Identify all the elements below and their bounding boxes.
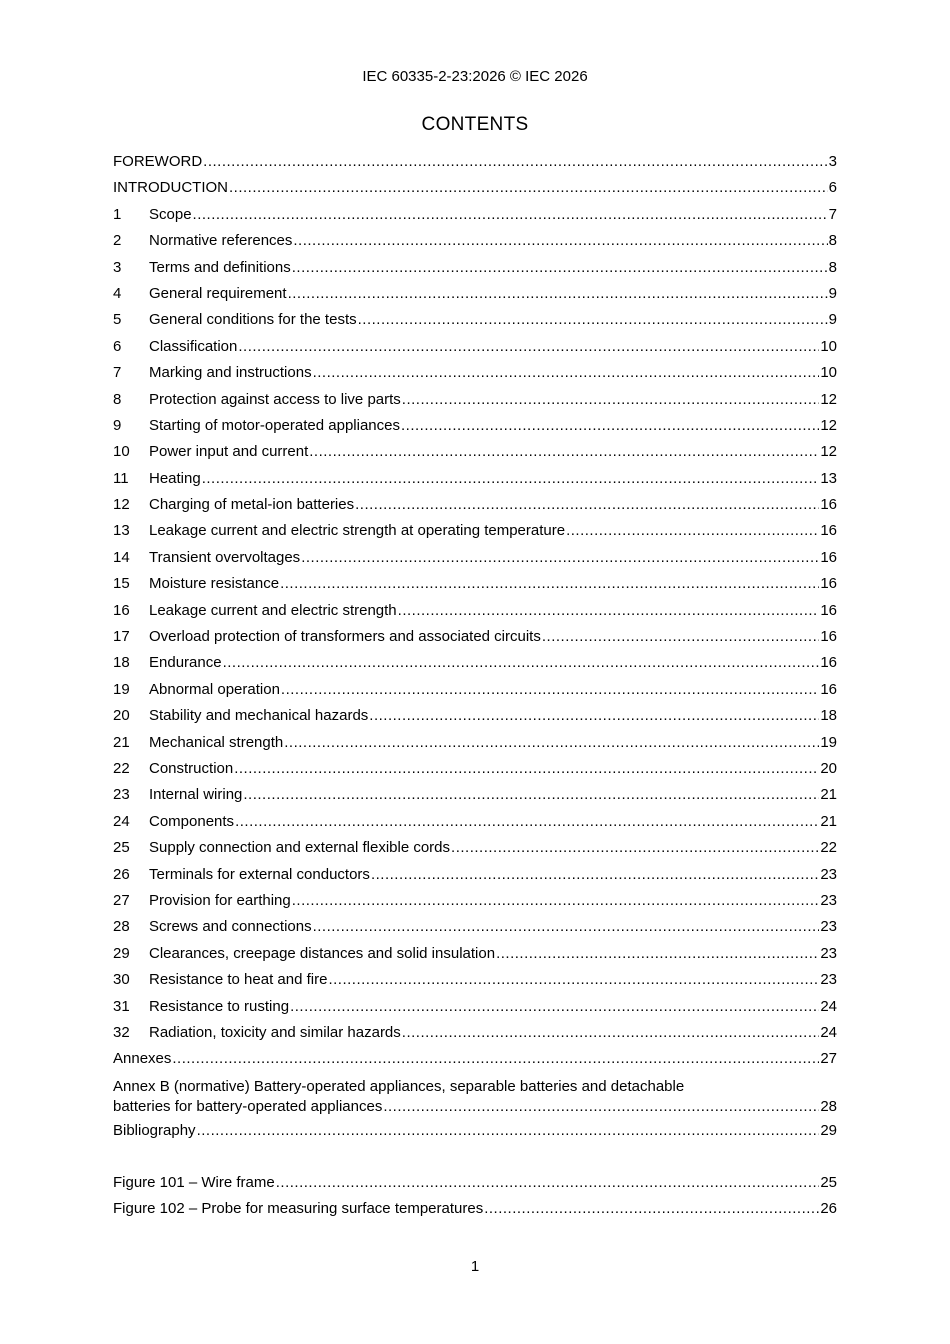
dot-leader [371, 862, 819, 888]
dot-leader [355, 492, 819, 518]
toc-entry-number: 28 [113, 918, 130, 936]
toc-entry-title: General conditions for the tests [149, 311, 357, 329]
dot-leader [383, 1096, 819, 1118]
toc-entry-page: 8 [828, 232, 837, 250]
toc-entry-title: Protection against access to live parts [149, 390, 401, 408]
toc-entry[interactable] [113, 545, 837, 571]
toc-entry[interactable] [113, 387, 837, 413]
dot-leader [172, 1046, 819, 1072]
toc-entry-page: 23 [820, 944, 837, 962]
toc-entry-page: 24 [820, 1023, 837, 1041]
toc-entry-page: 6 [828, 179, 837, 197]
toc-entry-title: Stability and mechanical hazards [149, 707, 369, 725]
toc-entry-number: 10 [113, 443, 130, 461]
toc-entry-number: 12 [113, 496, 130, 514]
clause-list [113, 202, 837, 1047]
toc-entry-page: 16 [820, 575, 837, 593]
toc-entry-page: 7 [828, 205, 837, 223]
dot-leader [290, 994, 819, 1020]
toc-entry-number: 3 [113, 258, 122, 276]
toc-entry-title: Figure 101 – Wire frame [113, 1174, 275, 1192]
toc-entry[interactable] [113, 888, 837, 914]
toc-entry-number: 19 [113, 680, 130, 698]
toc-entry[interactable] [113, 439, 837, 465]
toc-entry-title: Leakage current and electric strength at operating temperature [149, 522, 566, 540]
toc-entry-title: Heating [149, 469, 201, 487]
contents-title: CONTENTS [421, 114, 529, 135]
toc-entry-page: 21 [820, 812, 837, 830]
toc-entry-number: 15 [113, 575, 130, 593]
toc-entry-number: 17 [113, 628, 130, 646]
toc-entry-title: Terminals for external conductors [149, 865, 370, 883]
dot-leader [280, 571, 819, 597]
figure-list [113, 1170, 837, 1223]
toc-entry[interactable] [113, 492, 837, 518]
toc-entry-number: 1 [113, 205, 122, 223]
toc-entry-page: 16 [820, 496, 837, 514]
dot-leader [197, 1118, 820, 1144]
toc-entry[interactable] [113, 255, 837, 281]
toc-entry-page: 23 [820, 971, 837, 989]
toc-entry-title: Provision for earthing [149, 891, 291, 909]
toc-entry-page: 19 [820, 733, 837, 751]
toc-entry[interactable] [113, 307, 837, 333]
dot-leader [238, 334, 819, 360]
toc-entry[interactable] [113, 967, 837, 993]
toc-entry-number: 7 [113, 364, 122, 382]
toc-entry-number: 22 [113, 759, 130, 777]
dot-leader [402, 387, 820, 413]
toc-entry[interactable] [113, 835, 837, 861]
toc-entry-title: FOREWORD [113, 153, 203, 170]
toc-entry-number: 31 [113, 997, 130, 1015]
toc-entry-title: General requirement [149, 284, 287, 302]
dot-leader [313, 914, 820, 940]
toc-entry[interactable] [113, 677, 837, 703]
toc-entry[interactable] [113, 624, 837, 650]
toc-entry-page: 22 [820, 839, 837, 857]
toc-entry-title: Bibliography [113, 1121, 196, 1139]
toc-entry-page: 16 [820, 601, 837, 619]
toc-entry-page: 27 [820, 1050, 837, 1068]
toc-entry[interactable] [113, 862, 837, 888]
toc-entry-title: Transient overvoltages [149, 548, 301, 566]
toc-entry[interactable] [113, 360, 837, 386]
toc-entry[interactable] [113, 281, 837, 307]
dot-leader [276, 1170, 820, 1196]
toc-entry[interactable] [113, 782, 837, 808]
toc-entry-page: 8 [828, 258, 837, 276]
toc-entry-number: 30 [113, 971, 130, 989]
toc-entry[interactable] [113, 994, 837, 1020]
toc-entry-number: 11 [113, 469, 129, 487]
toc-entry[interactable] [113, 518, 837, 544]
toc-entry-page: 9 [828, 284, 837, 302]
toc-entry-title: Scope [149, 205, 192, 223]
dot-leader [398, 598, 820, 624]
dot-leader [202, 466, 820, 492]
toc-entry-title-continued: batteries for battery-operated appliances [113, 1097, 383, 1115]
toc-entry-number: 25 [113, 839, 130, 857]
toc-entry-title: Radiation, toxicity and similar hazards [149, 1023, 401, 1041]
toc-entry-page: 16 [820, 522, 837, 540]
toc-entry-title: Power input and current [149, 443, 309, 461]
dot-leader [281, 677, 819, 703]
toc-entry-number: 23 [113, 786, 130, 804]
dot-leader [542, 624, 819, 650]
toc-entry-number: 26 [113, 865, 130, 883]
toc-entry-page: 13 [820, 469, 837, 487]
toc-entry[interactable] [113, 571, 837, 597]
dot-leader [484, 1196, 819, 1222]
toc-entry[interactable] [113, 1170, 837, 1196]
toc-entry-page: 24 [820, 997, 837, 1015]
toc-entry-page: 21 [820, 786, 837, 804]
spacer [113, 1144, 837, 1170]
toc-entry-title: Supply connection and external flexible cords [149, 839, 451, 857]
toc-entry-number: 16 [113, 601, 130, 619]
toc-entry-number: 6 [113, 337, 122, 355]
toc-entry-number: 18 [113, 654, 130, 672]
toc-entry-number: 13 [113, 522, 130, 540]
toc-entry[interactable] [113, 1196, 837, 1222]
toc-entry-title: Leakage current and electric strength [149, 601, 397, 619]
dot-leader [566, 518, 819, 544]
toc-entry[interactable] [113, 809, 837, 835]
dot-leader [358, 307, 828, 333]
toc-entry-page: 20 [820, 759, 837, 777]
dot-leader [223, 650, 820, 676]
toc-entry-title: Abnormal operation [149, 680, 280, 698]
toc-entry-page: 16 [820, 548, 837, 566]
toc-entry-title: Resistance to rusting [149, 997, 290, 1015]
toc-entry-title: Moisture resistance [149, 575, 280, 593]
toc-entry-page: 10 [820, 337, 837, 355]
dot-leader [301, 545, 819, 571]
toc-entry-number: 4 [113, 284, 122, 302]
toc-entry-page: 18 [820, 707, 837, 725]
toc-entry-page: 23 [820, 865, 837, 883]
dot-leader [288, 281, 828, 307]
toc-entry-page: 29 [820, 1121, 837, 1139]
toc-entry-page: 3 [828, 153, 837, 170]
toc-entry-title: Starting of motor-operated appliances [149, 416, 400, 434]
toc-entry-page: 16 [820, 680, 837, 698]
toc-entry-page: 12 [820, 390, 837, 408]
dot-leader [235, 809, 819, 835]
toc-entry-title: Mechanical strength [149, 733, 284, 751]
toc-entry-title: Screws and connections [149, 918, 312, 936]
dot-leader [313, 360, 820, 386]
toc-entry-number: 14 [113, 548, 130, 566]
toc-entry[interactable] [113, 756, 837, 782]
toc-entry-number: 32 [113, 1023, 130, 1041]
toc-entry-page: 9 [828, 311, 837, 329]
toc-entry-title: Components [149, 812, 235, 830]
toc-entry-annex-b[interactable] [113, 1077, 837, 1118]
front-matter-list [113, 149, 837, 202]
toc-entry[interactable] [113, 941, 837, 967]
toc-entry-annexes[interactable] [113, 1046, 837, 1072]
toc-entry-page: 28 [820, 1097, 837, 1115]
toc-entry-number: 21 [113, 733, 130, 751]
toc-entry[interactable] [113, 730, 837, 756]
toc-entry-page: 10 [820, 364, 837, 382]
toc-entry-title: Normative references [149, 232, 293, 250]
toc-entry-title: Overload protection of transformers and associated circuits [149, 628, 541, 646]
toc-entry[interactable] [113, 202, 837, 228]
toc-entry-title: Annex B (normative) Battery-operated appliances, separable batteries and detachable [113, 1077, 685, 1095]
dot-leader [203, 149, 827, 175]
dot-leader [292, 255, 828, 281]
toc-entry[interactable] [113, 650, 837, 676]
dot-leader [328, 967, 819, 993]
toc-entry-title: Charging of metal-ion batteries [149, 496, 355, 514]
toc-entry-number: 9 [113, 416, 122, 434]
toc-entry-number: 2 [113, 232, 122, 250]
toc-entry-page: 23 [820, 891, 837, 909]
dot-leader [229, 175, 828, 201]
dot-leader [234, 756, 819, 782]
toc-entry[interactable] [113, 466, 837, 492]
toc-entry[interactable] [113, 914, 837, 940]
toc-entry-page: 16 [820, 628, 837, 646]
toc-entry[interactable] [113, 413, 837, 439]
toc-entry-bibliography[interactable] [113, 1118, 837, 1144]
toc-entry-number: 8 [113, 390, 122, 408]
toc-entry-title: Classification [149, 337, 238, 355]
dot-leader [293, 228, 827, 254]
toc-entry-number: 5 [113, 311, 122, 329]
page-header: IEC 60335-2-23:2026 © IEC 2026 [362, 68, 588, 85]
toc-entry[interactable] [113, 1020, 837, 1046]
toc-entry-page: 25 [820, 1174, 837, 1192]
dot-leader [243, 782, 819, 808]
page-number: 1 [470, 1258, 480, 1275]
toc-entry-title: Annexes [113, 1050, 172, 1068]
toc-entry[interactable] [113, 334, 837, 360]
table-of-contents [113, 149, 837, 1223]
dot-leader [292, 888, 820, 914]
toc-entry[interactable] [113, 228, 837, 254]
toc-entry-title: INTRODUCTION [113, 179, 228, 197]
toc-entry-number: 24 [113, 812, 130, 830]
toc-entry-title: Internal wiring [149, 786, 243, 804]
toc-entry-title: Resistance to heat and fire [149, 971, 328, 989]
toc-entry-number: 20 [113, 707, 130, 725]
toc-entry-title: Figure 102 – Probe for measuring surface temperatures [113, 1200, 484, 1218]
dot-leader [309, 439, 819, 465]
dot-leader [451, 835, 819, 861]
toc-entry-page: 23 [820, 918, 837, 936]
toc-entry-title: Terms and definitions [149, 258, 291, 276]
toc-entry[interactable] [113, 598, 837, 624]
dot-leader [369, 703, 819, 729]
toc-entry-page: 12 [820, 443, 837, 461]
toc-entry-title: Endurance [149, 654, 222, 672]
dot-leader [402, 1020, 820, 1046]
toc-entry-title: Construction [149, 759, 234, 777]
toc-entry-number: 27 [113, 891, 130, 909]
toc-entry-number: 29 [113, 944, 130, 962]
dot-leader [496, 941, 819, 967]
toc-entry-page: 26 [820, 1200, 837, 1218]
toc-entry[interactable] [113, 703, 837, 729]
toc-entry-title: Clearances, creepage distances and solid insulation [149, 944, 496, 962]
dot-leader [284, 730, 819, 756]
toc-entry[interactable] [113, 149, 837, 175]
dot-leader [193, 202, 828, 228]
toc-entry[interactable] [113, 175, 837, 201]
dot-leader [401, 413, 819, 439]
toc-entry-page: 12 [820, 416, 837, 434]
toc-entry-title: Marking and instructions [149, 364, 312, 382]
toc-entry-page: 16 [820, 654, 837, 672]
